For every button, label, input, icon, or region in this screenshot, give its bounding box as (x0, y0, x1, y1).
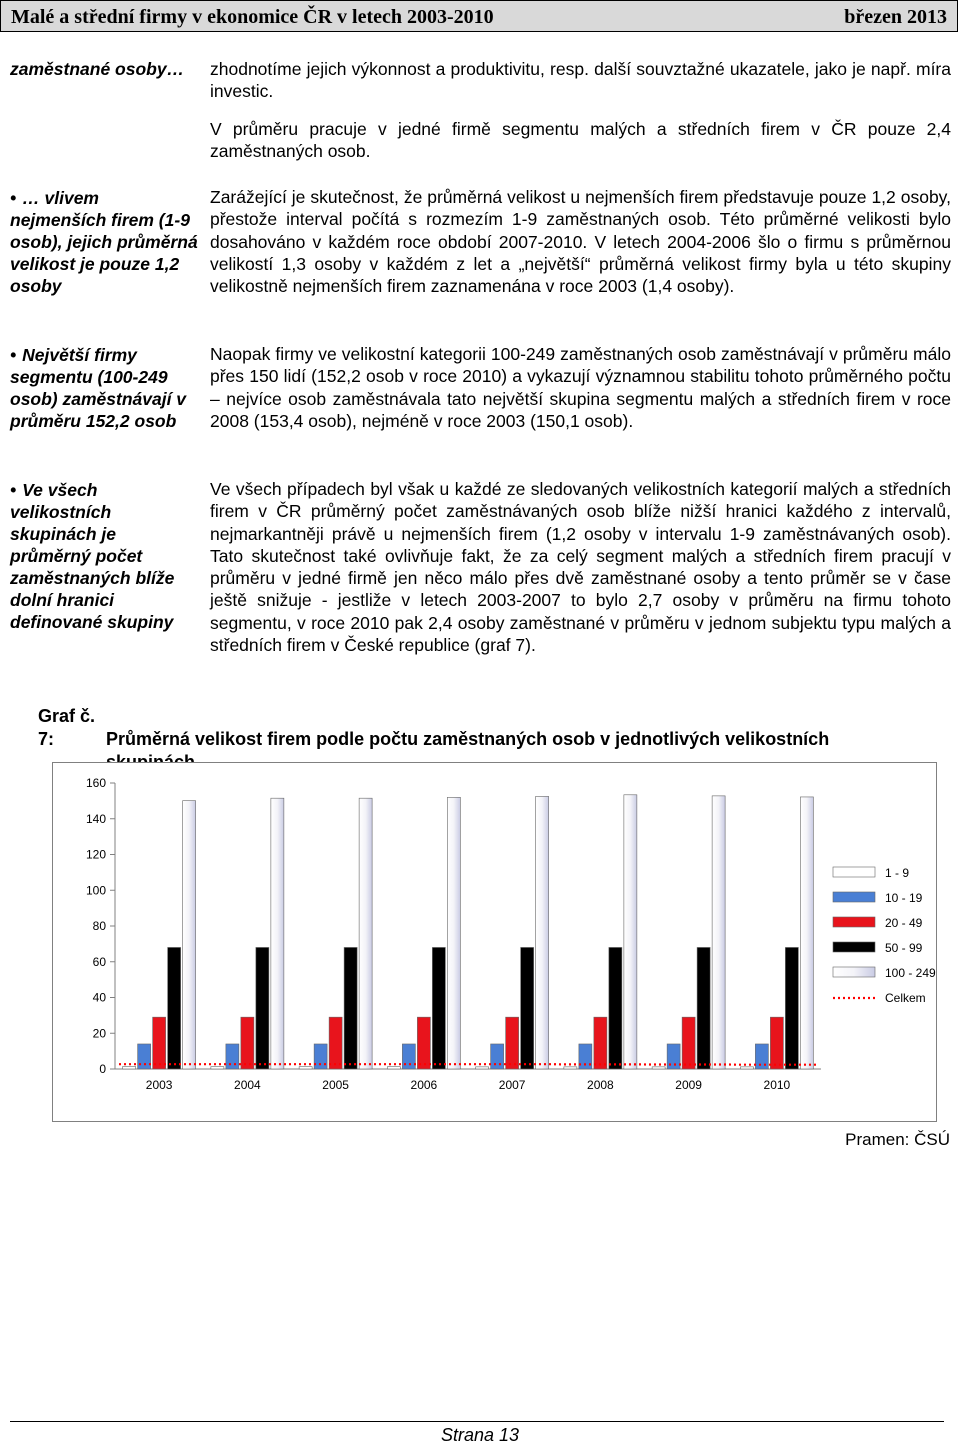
bar (359, 798, 372, 1069)
page-number: Strana 13 (440, 1425, 520, 1445)
legend-label: 50 - 99 (885, 941, 923, 955)
page-header (0, 0, 958, 32)
x-tick-label: 2006 (410, 1078, 438, 1092)
bar (609, 947, 622, 1069)
bar (740, 1067, 753, 1069)
y-tick-label: 40 (92, 990, 106, 1005)
paragraph-3: Zarážející je skutečnost, že průměrná velikost u nejmenších firem představuje pouze 1,2 osoby, přestože interval počítá s rozmezím 1-9 zaměstnaných osob. Této průměrné velikosti bylo dosahováno v každém roce období 2007-2010. V letech 2004-2006 šlo o firmu s průměrnou velikostí 1,3 osoby v každém z let a „největší“ průměrná velikost firmy byla u této skupiny velikostně nejmenších firem zaznamenána v roce 2003 (1,4 osoby). (210, 187, 951, 297)
bar (624, 795, 637, 1069)
y-tick-label: 160 (85, 776, 106, 790)
bar (271, 798, 284, 1069)
page-footer (0, 1425, 960, 1446)
footer-divider (10, 1421, 944, 1422)
bar (417, 1017, 430, 1069)
paragraph-5: Ve všech případech byl však u každé ze sledovaných velikostních kategorií malých a středních firem v ČR průměrný počet zaměstnávaných osob blíže nižší hranici každého z intervalů, nejmarkantněji právě u nejmenších firem (1,2 osoby v intervalu 1-9 zaměstnávaných osob). Tato skutečnost také ovlivňuje fakt, že za celý segment malých a středních firem pracují v průměru v jedné firmě jen něco málo přes dvě zaměstnané osoby a tento průměr se v čase ještě snižuje - jestliže v letech 2003-2007 to bylo 2,7 osoby v průměru na firmu tohoto segmentu, v roce 2010 pak 2,4 osoby zaměstnané v průměru v jednom subjektu typu malých a středních firem v České republice (graf 7). (210, 479, 951, 656)
bar (770, 1017, 783, 1069)
bullet-icon: • (10, 345, 17, 365)
bar (755, 1044, 768, 1069)
bar (256, 947, 269, 1069)
x-tick-label: 2004 (234, 1078, 261, 1092)
x-tick-label: 2010 (763, 1078, 791, 1092)
sidebar-note-4-text: Ve všech velikostních skupinách je průměrný počet zaměstnaných blíže dolní hranici definované skupiny (10, 480, 175, 632)
bar (447, 797, 460, 1069)
x-tick-label: 2005 (322, 1078, 349, 1092)
y-tick-label: 140 (85, 811, 106, 826)
legend-label: 1 - 9 (885, 866, 910, 880)
bar (712, 796, 725, 1069)
bar (226, 1044, 239, 1069)
legend-swatch (833, 942, 875, 952)
bar (800, 797, 813, 1069)
y-tick-label: 20 (92, 1026, 106, 1041)
sidebar-note-1: zaměstnané osoby… (10, 59, 185, 79)
bar (153, 1017, 166, 1069)
bar (697, 947, 710, 1069)
x-tick-label: 2003 (145, 1078, 173, 1092)
document-title: Malé a střední firmy v ekonomice ČR v letech 2003-2010 (11, 6, 494, 28)
bar (491, 1044, 504, 1069)
bar (564, 1067, 577, 1069)
paragraph-2: V průměru pracuje v jedné firmě segmentu malých a středních firem v ČR pouze 2,4 zaměstnaných osob. (210, 119, 951, 162)
bar (211, 1067, 224, 1069)
bar (652, 1067, 665, 1069)
x-tick-label: 2008 (587, 1078, 614, 1092)
legend-label: 20 - 49 (885, 916, 923, 930)
legend-label: 100 - 249 (885, 966, 936, 980)
bar (594, 1017, 607, 1069)
legend-swatch (833, 967, 875, 977)
paragraph-4: Naopak firmy ve velikostní kategorii 100-249 zaměstnaných osob zaměstnávají v průměru málo přes 150 lidí (152,2 osob v roce 2010) a vykazují významnou stabilitu tohoto průměrného počtu – nejvíce osob zaměstnávala tato největší skupina segmentu malých a středních firem v roce 2008 (153,4 osob), nejméně v roce 2003 (150,1 osob). (210, 344, 951, 431)
sidebar-note-2-text: … vlivem nejmenších firem (1-9 osob), jejich průměrná velikost je pouze 1,2 osoby (10, 188, 198, 296)
legend-label: Celkem (885, 991, 926, 1005)
y-tick-label: 60 (92, 954, 106, 969)
chart-container (52, 762, 937, 1122)
y-tick-label: 0 (99, 1062, 106, 1076)
legend-swatch (833, 867, 875, 877)
bar (682, 1017, 695, 1069)
legend-label: 10 - 19 (885, 891, 923, 905)
y-tick-label: 100 (85, 883, 106, 898)
chart-caption-line1: Průměrná velikost firem podle počtu zaměstnaných osob v jednotlivých velikostních (106, 729, 830, 749)
bar (387, 1067, 400, 1069)
bullet-icon: • (10, 480, 17, 500)
x-tick-label: 2007 (498, 1078, 526, 1092)
x-tick-label: 2009 (675, 1078, 702, 1092)
bar (521, 947, 534, 1069)
bar (506, 1017, 519, 1069)
bar (183, 801, 196, 1069)
bar (168, 947, 181, 1069)
sidebar-note-3-text: Největší firmy segmentu (100-249 osob) zaměstnávají v průměru 152,2 osob (10, 345, 187, 431)
bar (785, 947, 798, 1069)
chart-caption-number: Graf č. 7: (38, 706, 96, 749)
chart-source: Pramen: ČSÚ (845, 1130, 950, 1149)
sidebar-note-2 (10, 187, 198, 297)
legend-swatch (833, 917, 875, 927)
bar (299, 1067, 312, 1069)
legend-swatch (833, 892, 875, 902)
document-date: březen 2013 (844, 6, 947, 28)
bar-chart (53, 763, 936, 1121)
y-tick-label: 80 (92, 919, 106, 933)
bar (536, 796, 549, 1069)
sidebar-note-4 (10, 479, 198, 633)
paragraph-1: zhodnotíme jejich výkonnost a produktivitu, resp. další souvztažné ukazatele, jako je např. míra investic. (210, 59, 951, 102)
bar (476, 1067, 489, 1069)
bullet-icon: • (10, 188, 17, 208)
bar (344, 947, 357, 1069)
bar (329, 1017, 342, 1069)
y-tick-label: 120 (85, 847, 106, 862)
bar (123, 1066, 136, 1069)
bar (432, 947, 445, 1069)
sidebar-note-3 (10, 344, 198, 432)
bar (241, 1017, 254, 1069)
